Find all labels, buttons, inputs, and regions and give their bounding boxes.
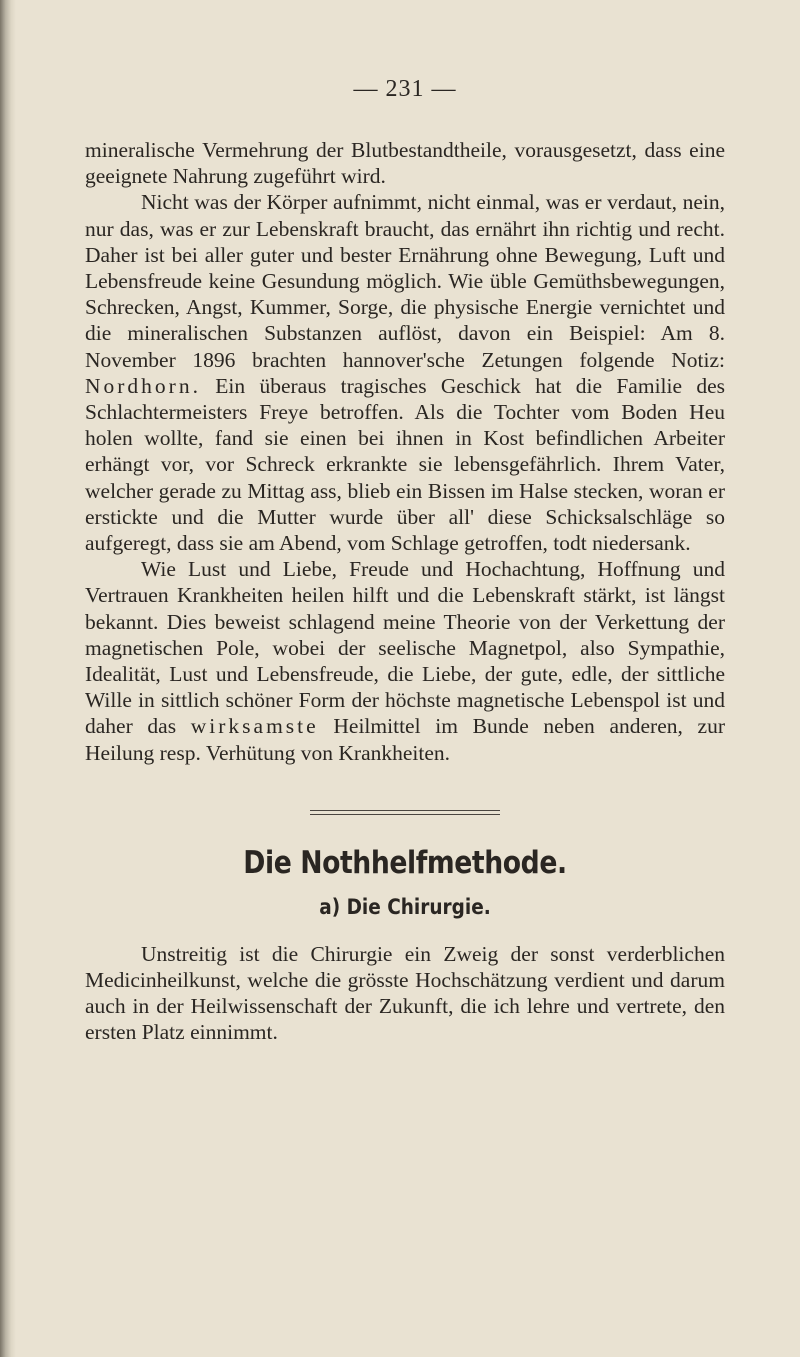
book-page xyxy=(85,70,725,1046)
book-spine-shadow xyxy=(0,0,16,1357)
paragraph-2-start: Nicht was der Körper aufnimmt, nicht einmal, was er verdaut, nein, nur das, was er zur Lebenskraft braucht, das ernährt ihn richtig und recht. Daher ist bei aller guter und bester Ernährung ohne Bewegung, Luft und Lebensfreude keine Gesundung möglich. Wie üble Gemüthsbewegungen, Schrecken, Angst, Kummer, Sorge, die physische Energie vernichtet und die mineralischen Substanzen auflöst, davon ein Beispiel: Am 8. November 1896 brachten hannover'sche Zetungen folgende Notiz: xyxy=(85,190,725,372)
rule-line-bottom xyxy=(310,814,500,815)
emphasis-spaced: wirksamste xyxy=(190,714,319,739)
section-subheading: a) Die Chirurgie. xyxy=(319,894,491,919)
rule-line-top xyxy=(310,810,500,811)
double-rule-divider xyxy=(310,810,500,815)
paragraph-3-start: Wie Lust und Liebe, Freude und Hochachtung, Hoffnung und Vertrauen Krankheiten heilen hilft und die Lebenskraft stärkt, ist längst bekannt. Dies beweist schlagend meine Theorie von der Verkettung der magnetischen Pole, wobei der seelische Magnetpol, also Sympathie, Idealität, Lust und Lebensfreude, die Liebe, der gute, edle, der sittliche Wille in sittlich schöner Form der höchste magnetische Lebenspol ist und daher das xyxy=(85,557,725,739)
paragraph-3-end: Heilmittel im Bunde neben anderen, zur Heilung resp. Verhütung von Krankheiten. xyxy=(85,714,725,765)
paragraph-3 xyxy=(85,556,725,766)
page-number: — 231 — xyxy=(353,76,457,102)
paragraph-1: mineralische Vermehrung der Blutbestandtheile, vorausgesetzt, dass eine geeignete Nahrung zugeführt wird. xyxy=(85,138,725,189)
section-heading: Die Nothhelfmethode. xyxy=(243,844,567,881)
paragraph-4: Unstreitig ist die Chirurgie ein Zweig der sonst verderblichen Medicinheilkunst, welche die grösste Hochschätzung verdient und darum auch in der Heilwissenschaft der Zukunft, die ich lehre und vertrete, den ersten Platz einnimmt. xyxy=(85,941,725,1045)
paragraph-2-end: Ein überaus tragisches Geschick hat die Familie des Schlachtermeisters Freye betroffen. Als die Tochter vom Boden Heu holen wollte, fand sie einen bei ihnen in Kost befindlichen Arbeiter erhängt vor, vor Schreck erkrankte sie lebensgefährlich. Ihrem Vater, welcher gerade zu Mittag ass, blieb ein Bissen im Halse stecken, woran er erstickte und die Mutter wurde über all' diese Schicksalschläge so aufgeregt, dass sie am Abend, vom Schlage getroffen, todt niedersank. xyxy=(85,373,725,556)
paragraph-2 xyxy=(85,189,725,556)
place-name-spaced: Nordhorn. xyxy=(85,373,201,398)
